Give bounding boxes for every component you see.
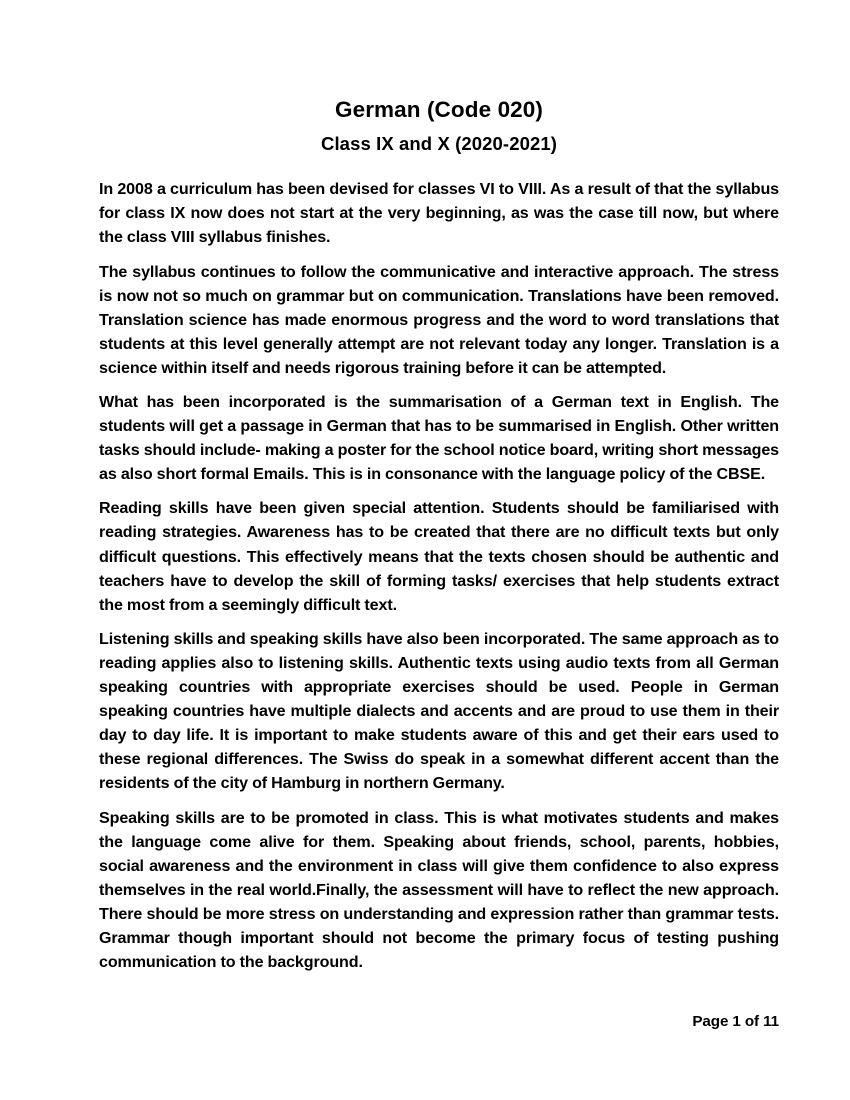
page-subtitle: Class IX and X (2020-2021) (320, 133, 558, 155)
paragraph-reading-skills: Reading skills have been given special attention. Students should be familiarised with reading strategies. Awareness has to be created that there are no difficult texts but only difficult questions. This effectively means that the texts chosen should be authentic and teachers have to develop the skill of forming tasks/ exercises that help students extract the most from a seemingly difficult text. (99, 499, 779, 614)
paragraph-curriculum-background: In 2008 a curriculum has been devised for classes VI to VIII. As a result of that the syllabus for class IX now does not start at the very beginning, as was the case till now, but where the class VIII syllabus finishes. (99, 180, 779, 247)
paragraph-syllabus-approach: The syllabus continues to follow the communicative and interactive approach. The stress is now not so much on grammar but on communication. Translations have been removed. Translation science has made enormous progress and the word to word translations that students at this level generally attempt are not relevant today any longer. Translation is a science within itself and needs rigorous training before it can be attempted. (99, 262, 779, 377)
page-title: German (Code 020) (334, 97, 543, 122)
page-footer: Page 1 of 11 (692, 1013, 779, 1030)
paragraph-summarisation-tasks: What has been incorporated is the summarisation of a German text in English. The students will get a passage in German that has to be summarised in English. Other written tasks should include- making a poster for the school notice board, writing short messages as also short formal Emails. This is in consonance with the language policy of the CBSE. (99, 393, 779, 484)
paragraph-listening-skills: Listening skills and speaking skills have also been incorporated. The same approach as to reading applies also to listening skills. Authentic texts using audio texts from all German speaking countries with appropriate exercises should be used. People in German speaking countries have multiple dialects and accents and are proud to use them in their day to day life. It is important to make students aware of this and get their ears used to these regional differences. The Swiss do speak in a somewhat different accent than the residents of the city of Hamburg in northern Germany. (99, 629, 779, 793)
document-content (99, 96, 779, 974)
paragraph-speaking-skills: Speaking skills are to be promoted in class. This is what motivates students and makes the language come alive for them. Speaking about friends, school, parents, hobbies, social awareness and the environment in class will give them confidence to also express themselves in the real world.Finally, the assessment will have to reflect the new approach. There should be more stress on understanding and expression rather than grammar tests. Grammar though important should not become the primary focus of testing pushing communication to the background. (99, 808, 779, 972)
